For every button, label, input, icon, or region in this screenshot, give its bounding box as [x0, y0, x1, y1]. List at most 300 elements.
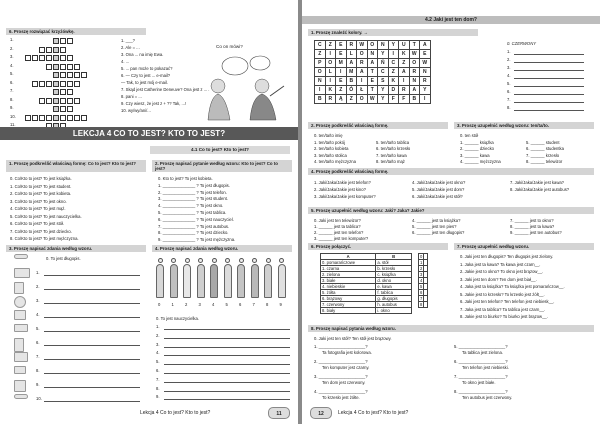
word-search-cell[interactable]: E	[336, 41, 347, 50]
exercise-6-title: 6. Proszę rozwiązać krzyżówkę.	[6, 28, 146, 35]
exercise-7-item: 8. Jakie jest to biurko? To biurko jest brązow__.	[460, 314, 548, 319]
answer-line[interactable]	[514, 86, 584, 87]
word-search-cell[interactable]: R	[420, 77, 431, 86]
word-search-cell[interactable]: Ą	[336, 95, 347, 104]
crossword-cell[interactable]	[46, 55, 52, 61]
word-search-cell[interactable]: Y	[420, 86, 431, 95]
word-search-cell[interactable]: K	[388, 77, 399, 86]
word-search-cell[interactable]: E	[336, 50, 347, 59]
word-search-cell[interactable]: R	[325, 95, 336, 104]
word-search-cell[interactable]: O	[357, 95, 368, 104]
exercise-8-item: 5. ____________________?	[454, 344, 508, 349]
answer-number: 8	[420, 302, 423, 307]
word-search-cell[interactable]: I	[336, 68, 347, 77]
word-search-cell[interactable]: Z	[315, 50, 326, 59]
exercise-8-item: To okno jest białe.	[462, 380, 496, 385]
crossword-cell[interactable]	[53, 38, 59, 44]
exercise-4-item: 1. Jaki/Jaka/Jakie jest telefon?	[314, 180, 371, 185]
object-picture	[14, 366, 26, 374]
answer-line[interactable]	[514, 94, 584, 95]
word-search-cell[interactable]: D	[388, 86, 399, 95]
crossword-cell[interactable]	[32, 81, 38, 87]
object-picture	[14, 296, 26, 308]
crossword-clue: 6. — Czy to jest ... e-mail?	[121, 73, 171, 78]
cartoon-illustration	[190, 52, 290, 122]
crossword-cell[interactable]	[53, 72, 59, 78]
answer-line[interactable]	[164, 382, 290, 383]
crossword-cell[interactable]	[39, 115, 45, 121]
crossword-cell[interactable]	[53, 98, 59, 104]
crossword-cell[interactable]	[60, 98, 66, 104]
word-search-cell[interactable]: K	[325, 86, 336, 95]
crossword-row-number: 11.	[10, 122, 16, 127]
answer-number: 6	[420, 290, 423, 295]
crossword-cell[interactable]	[60, 115, 66, 121]
row-number: 5.	[507, 81, 511, 86]
crossword-cell[interactable]	[67, 72, 73, 78]
word-search-cell[interactable]: E	[336, 77, 347, 86]
word-search-cell[interactable]: W	[367, 95, 378, 104]
object-picture	[14, 268, 30, 278]
match-a-item: 8. biały	[321, 308, 376, 314]
crossword-cell[interactable]	[60, 55, 66, 61]
word-search-cell[interactable]: O	[357, 50, 368, 59]
word-search-cell[interactable]: B	[346, 77, 357, 86]
exercise-2-item: 5. ten/ta/to tablica	[376, 139, 410, 145]
object-picture	[14, 310, 26, 320]
word-search-cell[interactable]: L	[346, 50, 357, 59]
word-search-cell[interactable]: M	[346, 68, 357, 77]
exercise-8-item: 2. ____________________?	[314, 359, 368, 364]
row-number: 1.	[36, 270, 40, 275]
right-page	[302, 0, 600, 424]
word-search-cell[interactable]: T	[367, 86, 378, 95]
exercise-1-item: 2. Co/Kto to jest? To jest kobieta.	[10, 191, 72, 196]
exercise-2-item: 0. Kto to jest? To jest kobieta.	[158, 176, 213, 181]
word-search-cell[interactable]: Y	[388, 41, 399, 50]
crossword-cell[interactable]	[53, 55, 59, 61]
person-figure	[210, 264, 218, 298]
crossword-cell[interactable]	[74, 72, 80, 78]
exercise-3-item: 2. ______ dziecko	[460, 146, 494, 151]
word-search-cell[interactable]: M	[336, 59, 347, 68]
answer-line[interactable]	[514, 78, 584, 79]
crossword-row-number: 2.	[10, 45, 14, 51]
exercise-2-title: 2. Proszę napisać pytanie według wzoru: Kto to jest? Co to jest?	[152, 160, 292, 172]
answer-line[interactable]	[44, 373, 140, 374]
word-search-cell[interactable]: F	[399, 95, 410, 104]
crossword-cell[interactable]	[46, 81, 52, 87]
word-search-cell[interactable]: S	[378, 77, 389, 86]
answer-cell[interactable]	[424, 302, 428, 308]
figure-number: 4	[212, 302, 215, 307]
crossword-cell[interactable]	[67, 115, 73, 121]
object-picture	[14, 338, 24, 352]
crossword-cell[interactable]	[74, 81, 80, 87]
word-search-cell[interactable]: N	[409, 77, 420, 86]
exercise-2-item: 3. ten/ta/to stolica	[314, 152, 347, 158]
row-number: 3.	[156, 341, 160, 347]
word-search-cell[interactable]: I	[315, 86, 326, 95]
crossword-clue: 7. Skąd jest Catherine Deneuve? Ona jest z ... .	[121, 87, 210, 92]
crossword-cell[interactable]	[60, 47, 66, 53]
crossword-clue: 8. pani = ...	[121, 94, 142, 99]
exercise-1-item: 3. Co/Kto to jest? To jest okno.	[10, 198, 67, 204]
word-search-cell[interactable]: O	[325, 59, 336, 68]
row-number: 1.	[156, 324, 160, 329]
exercise-3-item: 3. ______ kawa	[460, 152, 490, 158]
word-search-cell[interactable]: N	[420, 68, 431, 77]
word-search-cell[interactable]: Y	[378, 95, 389, 104]
answer-line[interactable]	[44, 275, 140, 276]
crossword-cell[interactable]	[53, 81, 59, 87]
exercise-3-item: 7. ______ krzesło	[526, 152, 560, 158]
row-number: 8.	[156, 385, 160, 391]
row-number: 3.	[36, 298, 40, 303]
answer-line[interactable]	[164, 391, 290, 392]
crossword-cell[interactable]	[81, 115, 87, 121]
row-number: 4.	[507, 73, 511, 78]
exercise-2-item: 4. ten/ta/to mężczyzna	[314, 159, 356, 164]
crossword-cell[interactable]	[46, 64, 52, 70]
crossword-cell[interactable]	[67, 38, 73, 44]
answer-number: 3	[420, 272, 423, 277]
crossword-cell[interactable]	[67, 55, 73, 61]
row-number: 6.	[507, 89, 511, 94]
exercise-5-item: 2. ______ jest ten telefon?	[314, 230, 364, 235]
exercise-8-item: Ten autobus jest czerwony.	[462, 395, 513, 400]
word-search-cell[interactable]: A	[399, 68, 410, 77]
crossword-clue: 5. ... pan może to pokazać?	[121, 66, 173, 71]
answer-line[interactable]	[44, 317, 140, 318]
word-search-cell[interactable]: C	[378, 68, 389, 77]
row-number: 2.	[507, 57, 511, 62]
answer-number: 0	[420, 254, 423, 259]
word-search-cell[interactable]: A	[420, 41, 431, 50]
person-figure	[251, 264, 259, 298]
matching-answer-column	[418, 253, 428, 308]
figure-head	[252, 258, 257, 263]
match-b-item: h. autobus	[376, 302, 412, 308]
word-search-cell[interactable]: N	[367, 50, 378, 59]
exercise-2-item: 1. ten/ta/to pokój	[314, 139, 345, 145]
crossword-row-number: 8.	[10, 96, 14, 102]
word-search-cell[interactable]: Z	[336, 86, 347, 95]
answer-line[interactable]	[164, 347, 290, 348]
exercise-2-item: 4. ______________ ? To jest okno.	[158, 203, 224, 209]
answer-line[interactable]	[44, 331, 140, 332]
exercise-8-item: Ten dom jest czerwony.	[322, 380, 366, 385]
crossword-cell[interactable]	[81, 72, 87, 78]
word-search-cell[interactable]: N	[315, 77, 326, 86]
exercise-4-title: 4. Proszę napisać zdania według wzoru.	[152, 245, 292, 252]
exercise-1-title: 1. Proszę znaleźć kolory. →	[308, 29, 478, 36]
exercise-3-item: 0. ten stół	[460, 133, 479, 138]
word-search-cell[interactable]: C	[388, 59, 399, 68]
word-search-cell[interactable]: I	[357, 77, 368, 86]
person-figure	[183, 264, 191, 298]
person-figure	[156, 264, 164, 298]
exercise-7-item: 3. Jaki jest ten dom? Ten dom jest biał__.	[460, 276, 537, 282]
person-figure	[278, 264, 286, 298]
answer-line[interactable]	[514, 54, 584, 55]
word-search-grid	[314, 40, 431, 104]
exercise-1-title: 1. Proszę podkreślić właściwą formę: Co to jest? Kto to jest?	[6, 160, 146, 172]
crossword-cell[interactable]	[25, 55, 31, 61]
exercise-8-item: Ten telefon jest niebieski.	[462, 365, 509, 370]
word-search-cell[interactable]: I	[325, 50, 336, 59]
exercise-4-item: 8. Jaki/Jaka/Jakie jest autobus?	[510, 187, 570, 192]
word-search-cell[interactable]: Y	[378, 50, 389, 59]
word-search-cell[interactable]: F	[388, 95, 399, 104]
answer-line[interactable]	[514, 102, 584, 103]
exercise-8-item: Ta fotografia jest kolorowa.	[322, 350, 372, 355]
answer-line[interactable]	[44, 289, 140, 290]
crossword-cell[interactable]	[32, 115, 38, 121]
column-header: B	[376, 254, 412, 260]
crossword-cell[interactable]	[60, 64, 66, 70]
crossword-cell[interactable]	[53, 115, 59, 121]
exercise-8-item: 7. ____________________?	[454, 374, 508, 379]
word-search-cell[interactable]: I	[399, 77, 410, 86]
row-number: 7.	[36, 354, 40, 359]
crossword-cell[interactable]	[46, 115, 52, 121]
word-search-cell[interactable]: U	[399, 41, 410, 50]
answer-line[interactable]	[164, 364, 290, 365]
figure-head	[198, 258, 203, 263]
exercise-2-item: 0. ten/ta/to imię	[314, 133, 343, 138]
crossword-clue: 2. Ale = ...	[121, 45, 140, 50]
exercise-2-item: 2. ______________ ? To jest telefon.	[158, 189, 227, 195]
word-search-cell[interactable]: A	[367, 59, 378, 68]
word-search-cell[interactable]: I	[388, 50, 399, 59]
word-search-cell[interactable]: P	[315, 59, 326, 68]
crossword-cell[interactable]	[67, 64, 73, 70]
word-search-cell[interactable]: A	[409, 86, 420, 95]
crossword-cell[interactable]	[39, 55, 45, 61]
figure-number: 7	[252, 302, 255, 307]
figure-head	[171, 258, 176, 263]
crossword-cell[interactable]	[53, 64, 59, 70]
answer-number: 2	[420, 266, 423, 271]
crossword-row-number: 4.	[10, 62, 14, 68]
exercise-7-item: 1. Jaka jest ta kawa? Ta kawa jest czarn__.	[460, 261, 541, 267]
exercise-3-title: 3. Proszę napisać zdania według wzoru.	[6, 245, 146, 252]
person-figure	[237, 264, 245, 298]
word-search-cell[interactable]: W	[420, 59, 431, 68]
figure-head	[279, 258, 284, 263]
crossword-clue: 1. ___?	[121, 38, 135, 43]
answer-line[interactable]	[164, 373, 290, 374]
crossword-row-number: 5.	[10, 71, 14, 76]
answer-line[interactable]	[44, 387, 140, 388]
object-picture	[14, 394, 28, 399]
match-a-item: 5. żółta	[321, 290, 376, 296]
answer-line[interactable]	[44, 303, 140, 304]
exercise-7-title: 7. Proszę uzupełnić według wzoru.	[454, 243, 594, 250]
column-header: A	[321, 254, 376, 260]
crossword-cell[interactable]	[67, 106, 73, 112]
crossword-cell[interactable]	[74, 98, 80, 104]
word-search-cell[interactable]: T	[367, 68, 378, 77]
word-search-cell[interactable]: A	[357, 68, 368, 77]
crossword-cell[interactable]	[60, 72, 66, 78]
word-search-cell[interactable]: Y	[378, 86, 389, 95]
word-search-cell[interactable]: T	[409, 41, 420, 50]
row-number: 5.	[156, 359, 160, 365]
crossword-clue: 10. wy/wy/ani/...	[121, 108, 151, 113]
word-search-cell[interactable]: C	[315, 41, 326, 50]
exercise-1-item: 4. Co/Kto to jest? To jest mąż.	[10, 206, 66, 211]
exercise-7-item: 6. Jaki jest ten telefon? Ten telefon jest niebiesk__.	[460, 299, 555, 304]
exercise-2-item: 3. ______________ ? To jest student.	[158, 196, 229, 202]
match-a-item: 7. czerwony	[321, 302, 376, 308]
word-search-cell[interactable]: E	[420, 50, 431, 59]
exercise-1-item: 1. Co/Kto to jest? To jest student.	[10, 183, 72, 189]
answer-line[interactable]	[44, 401, 140, 402]
crossword-cell[interactable]	[32, 55, 38, 61]
word-search-cell[interactable]: O	[367, 41, 378, 50]
crossword-row-number: 3.	[10, 54, 14, 59]
word-search-cell[interactable]: R	[346, 41, 357, 50]
exercise-7-item: 5. Jakie jest to krzesło? To krzesło jest żółt__.	[460, 291, 545, 297]
exercise-3-item: 8. ______ telewizor	[526, 159, 563, 164]
crossword-cell[interactable]	[53, 47, 59, 53]
word-search-cell[interactable]: L	[325, 68, 336, 77]
figure-number: 9	[279, 302, 282, 307]
answer-line[interactable]	[164, 399, 290, 400]
word-search-cell[interactable]: R	[357, 59, 368, 68]
crossword-cell[interactable]	[74, 64, 80, 70]
word-search-cell[interactable]: B	[315, 95, 326, 104]
word-search-cell[interactable]: W	[409, 50, 420, 59]
answer-line[interactable]	[164, 338, 290, 339]
exercise-6-title: 6. Proszę połączyć.	[308, 243, 448, 250]
exercise-5-item: 3. ______ jest ten komputer?	[314, 236, 369, 241]
row-number: 10.	[36, 396, 42, 401]
figure-number: 3	[198, 302, 201, 307]
exercise-2-item: 6. ______________ ? To jest nauczyciel.	[158, 216, 234, 222]
figure-number: 1	[171, 302, 174, 307]
exercise-4-item: 6. Jaki/Jaka/Jakie jest stół?	[412, 194, 463, 199]
word-search-cell[interactable]: Z	[325, 41, 336, 50]
subsection-title: 4.1 Co to jest? Kto to jest?	[150, 146, 290, 154]
exercise-8-item: Ten komputer jest czarny.	[322, 365, 370, 370]
crossword-cell[interactable]	[39, 81, 45, 87]
word-search-cell[interactable]: Ń	[378, 59, 389, 68]
word-search-cell[interactable]: Z	[399, 59, 410, 68]
word-search-cell[interactable]: B	[409, 95, 420, 104]
word-search-cell[interactable]: Z	[346, 95, 357, 104]
exercise-4-item: 5. Jaki/Jaka/Jakie jest dom?	[412, 187, 465, 192]
row-number: 8.	[36, 368, 40, 373]
crossword-clue: — Tak, to jest mój e-mail.	[121, 80, 168, 85]
match-b-item: f. tablica	[376, 290, 412, 296]
word-search-cell[interactable]: R	[399, 86, 410, 95]
crossword-cell[interactable]	[60, 38, 66, 44]
answer-line[interactable]	[514, 62, 584, 63]
crossword-cell[interactable]	[46, 98, 52, 104]
crossword-cell[interactable]	[46, 47, 52, 53]
crossword-cell[interactable]	[53, 89, 59, 95]
answer-line[interactable]	[514, 110, 584, 111]
row-number: 9.	[156, 394, 160, 400]
crossword-cell[interactable]	[60, 89, 66, 95]
answer-number: 7	[420, 296, 423, 301]
word-search-cell[interactable]: W	[357, 41, 368, 50]
crossword-cell[interactable]	[39, 47, 45, 53]
exercise-8-item: 8. ____________________?	[454, 389, 508, 394]
exercise-7-item: 7. Jaka jest ta tablica? Ta tablica jest czarn__.	[460, 306, 546, 312]
answer-line[interactable]	[44, 345, 140, 346]
answer-number: 1	[420, 260, 423, 265]
figure-number: 8	[266, 302, 269, 307]
word-search-cell[interactable]: E	[367, 77, 378, 86]
match-a-item: 1. czarna	[321, 266, 376, 272]
exercise-5-item: 0. Jaki jest ten telewizor?	[314, 218, 361, 223]
person-figure	[170, 264, 178, 298]
match-b-item: c. książka	[376, 272, 412, 278]
figure-head	[212, 258, 217, 263]
left-page	[0, 0, 298, 424]
exercise-5-item: 4. ______ jest ta książka?	[412, 218, 461, 223]
object-picture	[14, 254, 28, 259]
row-number: 9.	[36, 382, 40, 387]
crossword-cell[interactable]	[67, 81, 73, 87]
crossword-row-number: 1.	[10, 37, 14, 42]
word-search-cell[interactable]: Ó	[346, 86, 357, 95]
match-a-item: 4. niebieskie	[321, 284, 376, 290]
crossword-cell[interactable]	[39, 98, 45, 104]
word-search-cell[interactable]: O	[409, 59, 420, 68]
word-search-cell[interactable]: A	[346, 59, 357, 68]
figure-head	[185, 258, 190, 263]
word-search-cell[interactable]: R	[409, 68, 420, 77]
figure-number: 0	[158, 302, 161, 307]
lesson-banner: LEKCJA 4 CO TO JEST? KTO TO JEST?	[0, 127, 298, 140]
word-search-cell[interactable]: Ł	[357, 86, 368, 95]
crossword-cell[interactable]	[53, 106, 59, 112]
crossword-cell[interactable]	[67, 89, 73, 95]
figure-head	[158, 258, 163, 263]
word-search-cell[interactable]: K	[399, 50, 410, 59]
row-number: 4.	[36, 312, 40, 317]
answer-line[interactable]	[164, 329, 290, 330]
crossword-cell[interactable]	[74, 115, 80, 121]
crossword-cell[interactable]	[60, 106, 66, 112]
crossword-cell[interactable]	[25, 115, 31, 121]
exercise-3-item: 4. ______ mężczyzna	[460, 159, 501, 164]
exercise-2-title: 2. Proszę podkreślić właściwą formę.	[308, 122, 448, 129]
word-search-cell[interactable]: N	[378, 41, 389, 50]
word-search-cell[interactable]: Z	[388, 68, 399, 77]
exercise-5-item: 6. ______ jest ten długopis?	[412, 230, 465, 235]
row-number: 6.	[36, 340, 40, 345]
answer-line[interactable]	[164, 355, 290, 356]
crossword-cell[interactable]	[60, 81, 66, 87]
word-search-cell[interactable]: O	[315, 68, 326, 77]
answer-line[interactable]	[44, 359, 140, 360]
word-search-cell[interactable]: I	[325, 77, 336, 86]
match-b-item: g. długopis	[376, 296, 412, 302]
exercise-8-item: Ta tablica jest zielona.	[462, 350, 503, 355]
answer-line[interactable]	[514, 70, 584, 71]
crossword-cell[interactable]	[67, 98, 73, 104]
row-number: 4.	[156, 350, 160, 356]
word-search-cell[interactable]: I	[420, 95, 431, 104]
matching-table	[320, 253, 412, 314]
exercise-1-item: 6. Co/Kto to jest? To jest stół.	[10, 221, 65, 226]
